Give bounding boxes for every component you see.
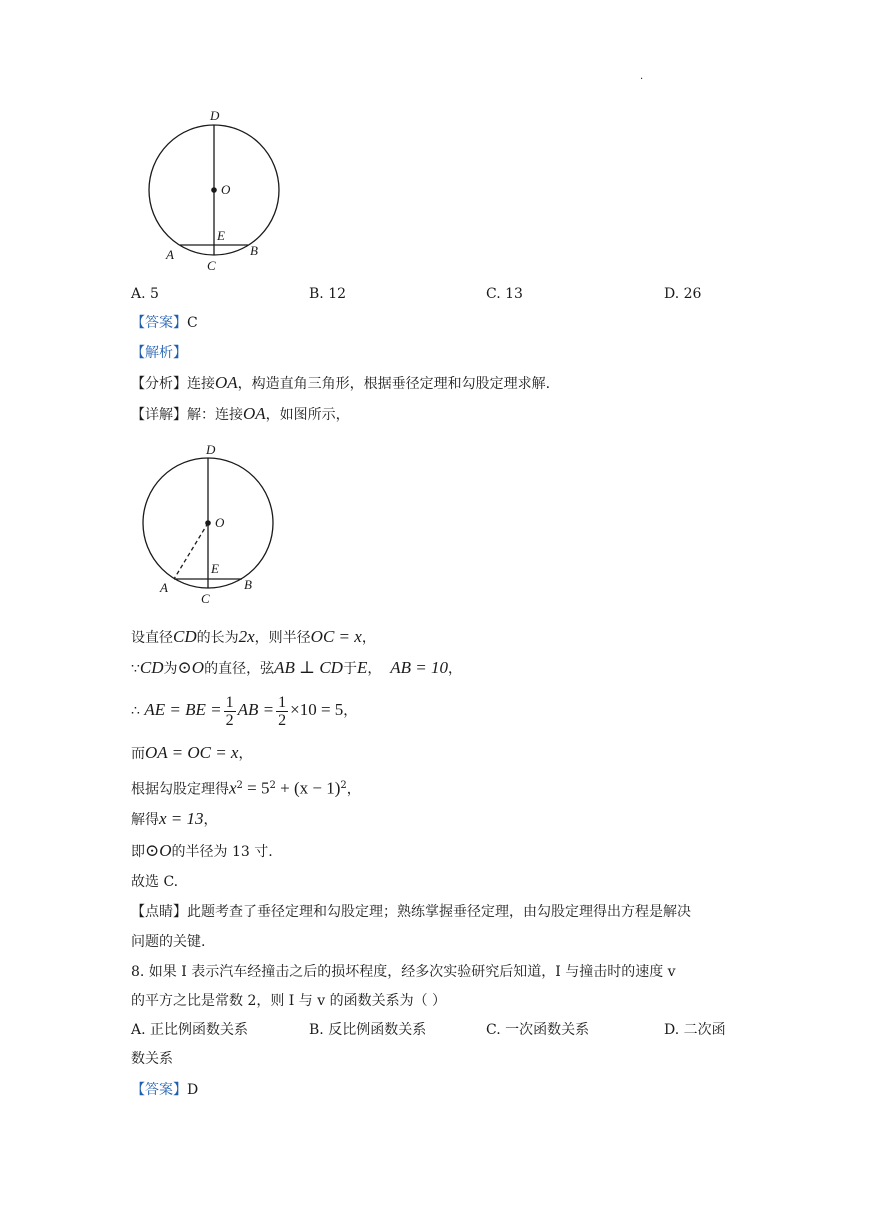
label-b: B bbox=[244, 577, 252, 592]
step2-text-b: 的直径，弦 bbox=[204, 661, 275, 677]
step5-math-eq: = 5 bbox=[242, 778, 270, 798]
label-e: E bbox=[211, 561, 219, 576]
step7-text-b: 的半径为 13 寸. bbox=[171, 844, 273, 860]
q8-option-b: B. 反比例函数关系 bbox=[309, 1022, 427, 1038]
xiangjie-text-a: 解：连接 bbox=[187, 407, 243, 423]
fraction-half-2 bbox=[276, 694, 288, 729]
option-a: A. 5 bbox=[131, 286, 159, 302]
step5-text-a: 根据勾股定理得 bbox=[131, 781, 229, 798]
label-d: D bbox=[206, 442, 216, 457]
fenxi-tag: 【分析】 bbox=[131, 376, 187, 392]
step2-text-c: 于 bbox=[342, 661, 357, 677]
circle-figure-1 bbox=[140, 104, 300, 280]
step1-math-2x: 2x bbox=[238, 627, 255, 646]
q8-option-d: D. 二次函 bbox=[664, 1022, 726, 1038]
label-c: C bbox=[201, 591, 210, 606]
step3-math-ab: AB = bbox=[237, 700, 275, 719]
q8-stem-line-1: 8. 如果 I 表示汽车经撞击之后的损坏程度，经多次实验研究后知道，I 与撞击时的速度 v bbox=[131, 964, 676, 980]
option-d: D. 26 bbox=[664, 286, 702, 302]
analysis-tag: 【解析】 bbox=[131, 345, 187, 361]
step5-sup-1: 2 bbox=[236, 780, 243, 791]
step-4 bbox=[131, 743, 252, 764]
q8-option-c: C. 一次函数关系 bbox=[486, 1022, 590, 1038]
label-o: O bbox=[221, 182, 231, 197]
option-b: B. 12 bbox=[309, 286, 347, 302]
label-a: A bbox=[166, 247, 174, 262]
segment-oa-dashed bbox=[174, 523, 208, 579]
circle-symbol: ⊙ bbox=[145, 841, 160, 860]
step5-math-rest: + (x − 1) bbox=[275, 778, 341, 798]
step4-text-b: ， bbox=[238, 746, 253, 762]
q8-stem-line-2: 的平方之比是常数 2，则 I 与 v 的函数关系为（ ） bbox=[131, 993, 447, 1009]
step2-math-o: O bbox=[191, 658, 205, 677]
step5-math-x: x bbox=[229, 778, 237, 798]
step2-math-e: E bbox=[356, 658, 368, 677]
option-c: C. 13 bbox=[486, 286, 523, 302]
step2-math-ab10: AB = 10 bbox=[390, 658, 448, 677]
step5-sup-2: 2 bbox=[269, 780, 276, 791]
step1-text-c: ，则半径 bbox=[254, 630, 311, 646]
q8-option-d-cont: 数关系 bbox=[131, 1051, 173, 1067]
dianjing-line-1 bbox=[131, 902, 691, 922]
fraction-denominator: 2 bbox=[278, 711, 287, 729]
fenxi-line bbox=[131, 373, 550, 394]
therefore-symbol: ∴ bbox=[131, 703, 140, 719]
step6-text-b: ， bbox=[203, 812, 218, 828]
step1-math-oc: OC = x bbox=[310, 627, 362, 646]
step2-math-ab-perp-cd: AB ⊥ CD bbox=[274, 658, 343, 677]
answer-value: C bbox=[187, 315, 198, 331]
center-point bbox=[205, 520, 211, 526]
circle-symbol: ⊙ bbox=[177, 658, 192, 677]
label-d: D bbox=[210, 108, 220, 123]
step3-math-result: ×10 = 5 bbox=[290, 700, 344, 719]
step6-math-eq: x = 13 bbox=[159, 809, 204, 828]
step3-text-d: ， bbox=[343, 703, 358, 719]
q8-answer-value: D bbox=[187, 1082, 199, 1098]
step-3 bbox=[131, 690, 357, 731]
dianjing-text-1: 此题考查了垂径定理和勾股定理；熟练掌握垂径定理，由勾股定理得出方程是解决 bbox=[187, 904, 691, 920]
dianjing-tag: 【点睛】 bbox=[131, 904, 187, 920]
fraction-denominator: 2 bbox=[225, 711, 234, 729]
step1-text-d: ， bbox=[361, 630, 376, 646]
label-o: O bbox=[215, 515, 225, 530]
answer-line bbox=[131, 313, 198, 333]
step1-text-b: 的长为 bbox=[196, 630, 239, 646]
fenxi-math-oa: OA bbox=[215, 373, 238, 392]
center-point bbox=[211, 187, 217, 193]
step-7 bbox=[131, 841, 273, 862]
fraction-numerator: 1 bbox=[225, 693, 234, 711]
step6-text-a: 解得 bbox=[131, 812, 159, 828]
label-c: C bbox=[207, 258, 216, 273]
because-symbol: ∵ bbox=[131, 661, 140, 677]
dianjing-line-2: 问题的关键. bbox=[131, 934, 206, 950]
step-5 bbox=[131, 776, 361, 800]
step4-math-eq: OA = OC = x bbox=[145, 743, 239, 762]
step5-sup-3: 2 bbox=[340, 780, 347, 791]
step7-math-o: O bbox=[159, 841, 172, 860]
fraction-numerator: 1 bbox=[278, 693, 287, 711]
step-8: 故选 C. bbox=[131, 874, 179, 890]
step2-math-cd: CD bbox=[139, 658, 164, 677]
fraction-half-1 bbox=[224, 694, 236, 729]
step5-text-b: ， bbox=[346, 781, 361, 798]
step7-text-a: 即 bbox=[131, 844, 145, 860]
fenxi-text-a: 连接 bbox=[187, 376, 215, 392]
step1-text-a: 设直径 bbox=[131, 630, 173, 646]
xiangjie-tag: 【详解】 bbox=[131, 407, 187, 423]
fenxi-text-b: ，构造直角三角形，根据垂径定理和勾股定理求解. bbox=[237, 376, 551, 392]
step2-text-d: ， bbox=[367, 661, 382, 677]
step2-text-a: 为 bbox=[163, 661, 178, 677]
step1-math-cd: CD bbox=[173, 627, 197, 646]
label-e: E bbox=[217, 228, 225, 243]
step-2 bbox=[131, 658, 462, 679]
xiangjie-text-b: ，如图所示， bbox=[265, 407, 350, 423]
circle-figure-2 bbox=[134, 436, 294, 612]
xiangjie-math-oa: OA bbox=[243, 404, 266, 423]
step3-math-ae: AE = BE = bbox=[144, 700, 222, 719]
q8-option-a: A. 正比例函数关系 bbox=[131, 1022, 249, 1038]
label-b: B bbox=[250, 243, 258, 258]
step4-text-a: 而 bbox=[131, 746, 145, 762]
q8-answer-tag: 【答案】 bbox=[131, 1082, 187, 1098]
q8-answer-line bbox=[131, 1080, 198, 1100]
xiangjie-line bbox=[131, 404, 350, 425]
answer-tag: 【答案】 bbox=[131, 315, 187, 331]
step-1 bbox=[131, 627, 376, 648]
dot-mark: · bbox=[640, 74, 644, 85]
label-a: A bbox=[160, 580, 168, 595]
step2-text-e: ， bbox=[448, 661, 462, 677]
step-6 bbox=[131, 809, 218, 830]
